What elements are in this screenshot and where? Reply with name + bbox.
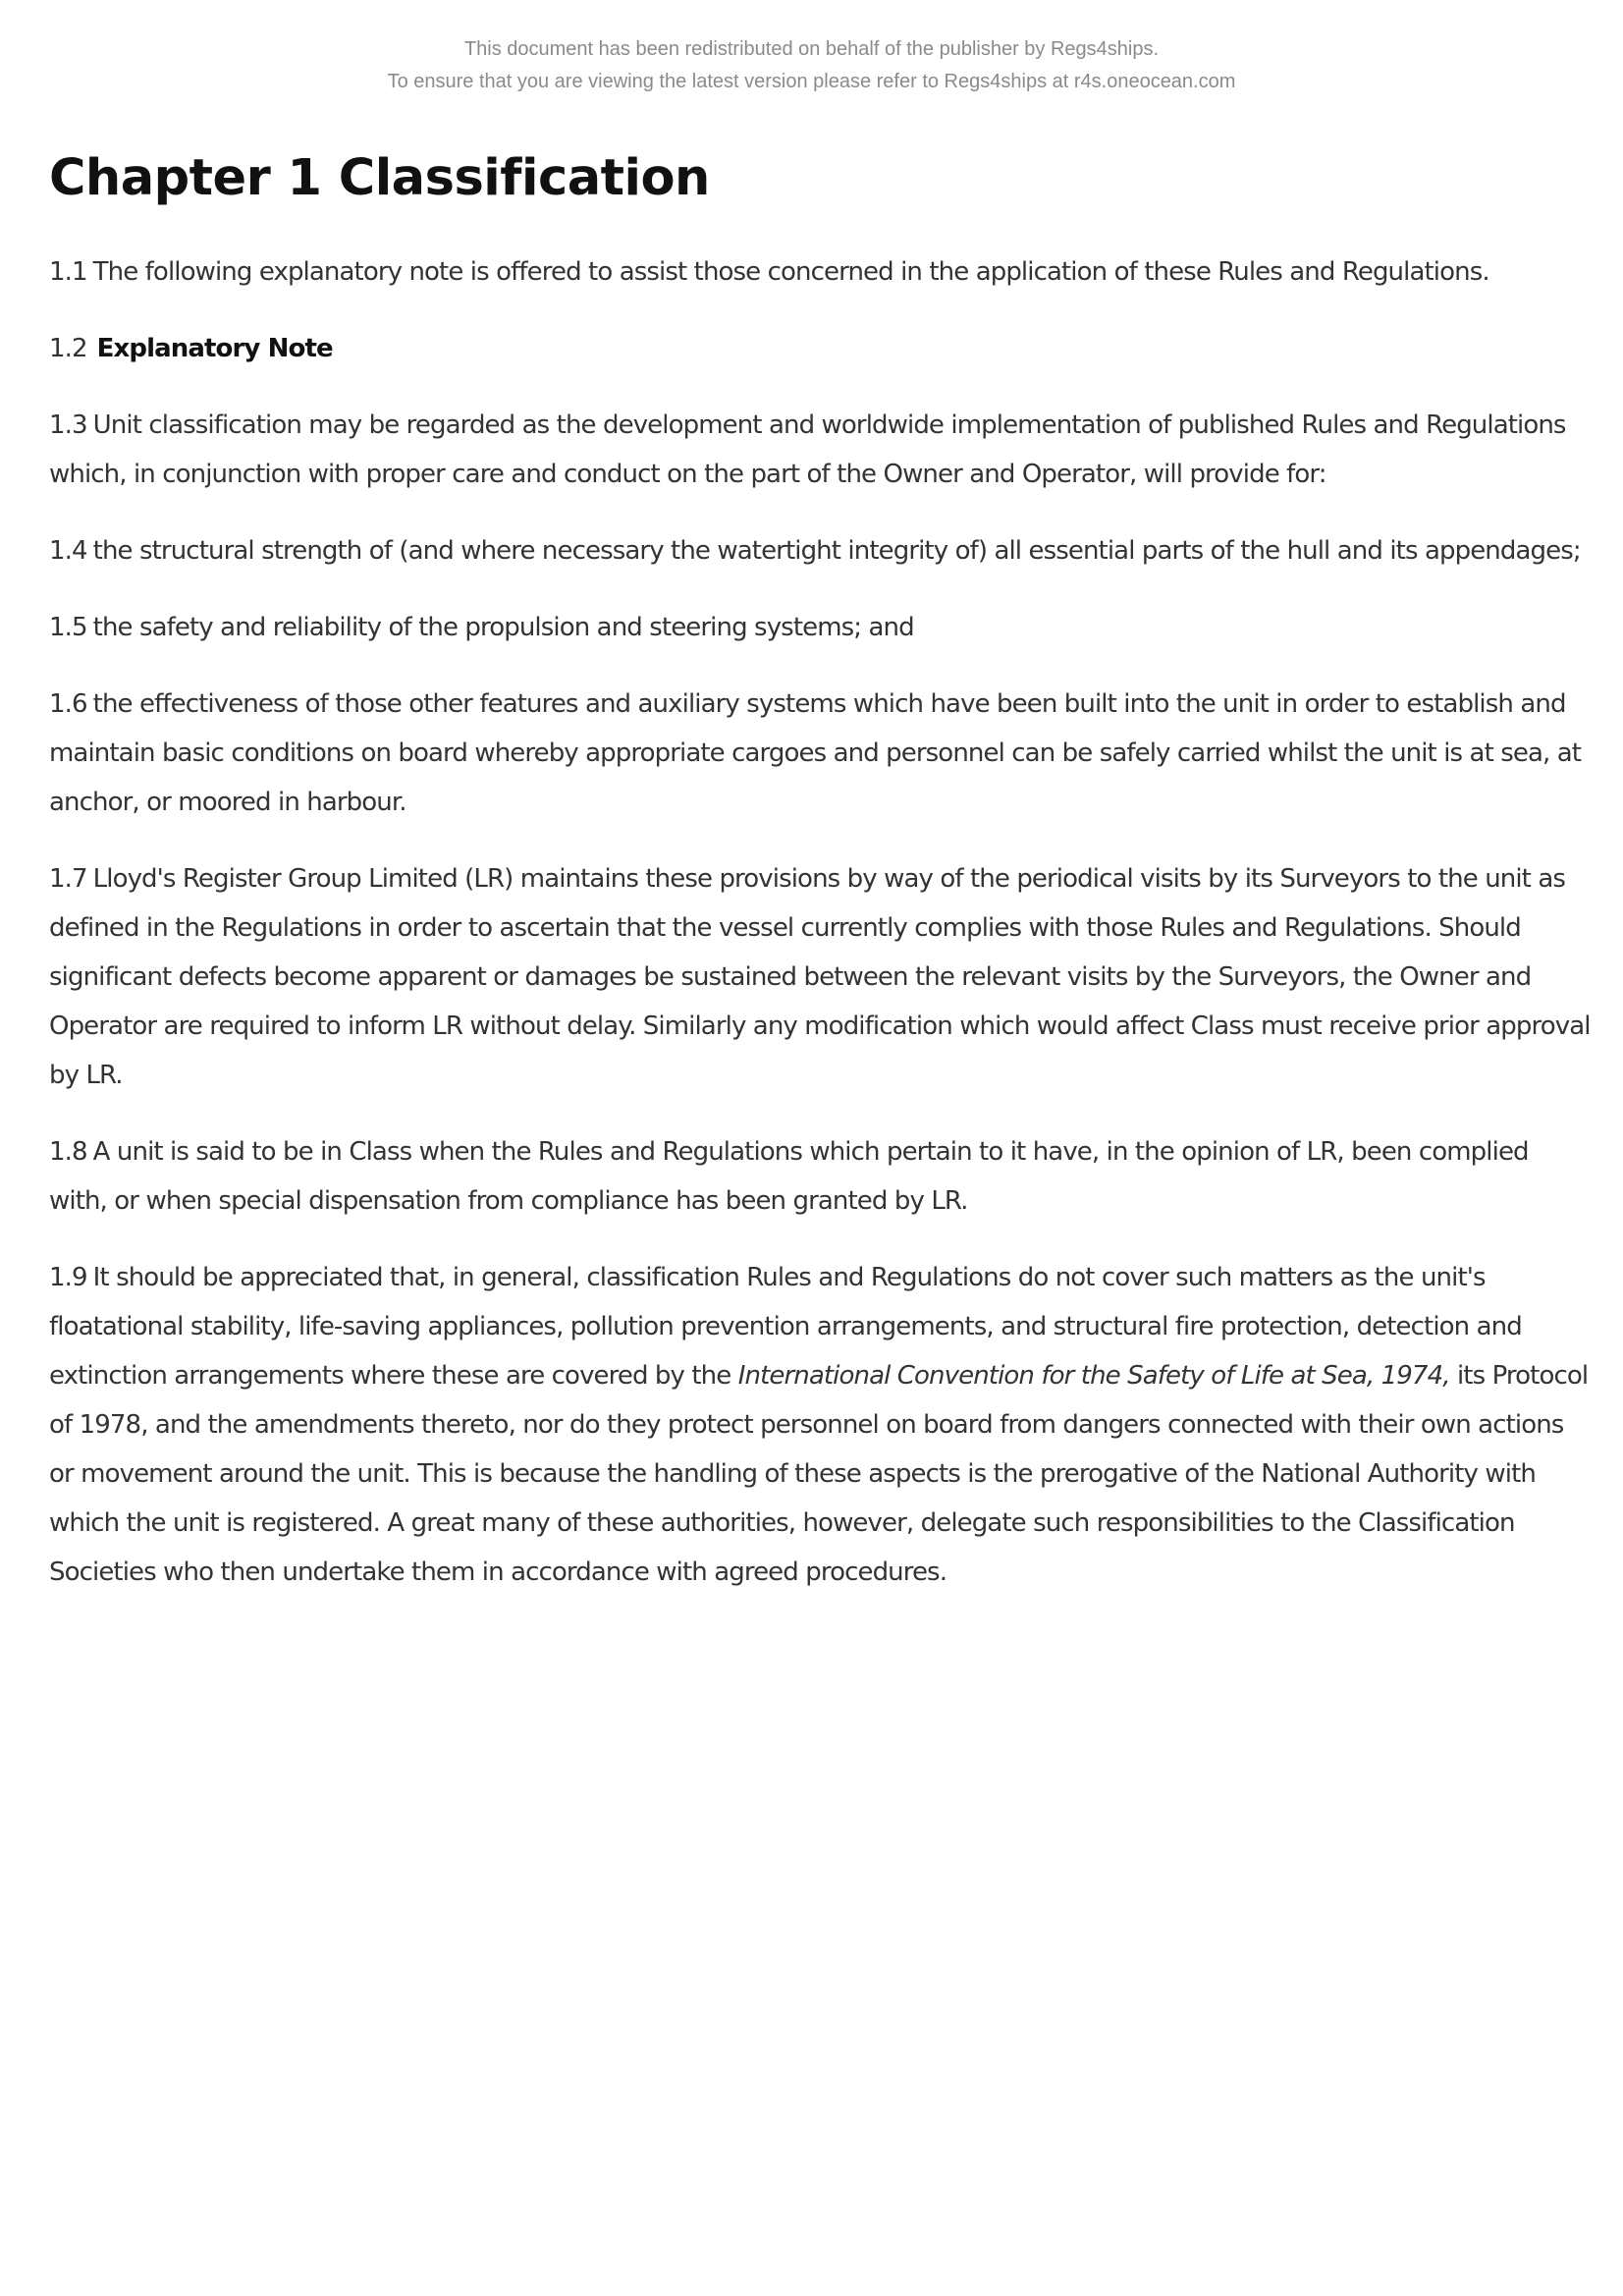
paragraph-1-3 (49, 401, 1591, 499)
section-heading: Explanatory Note (96, 334, 333, 363)
paragraph-text: the structural strength of (and where necessary the watertight integrity of) all essential parts of the hull and its appendages; (92, 536, 1581, 566)
paragraph-1-5 (49, 603, 1591, 652)
paragraph-text: the safety and reliability of the propulsion and steering systems; and (92, 613, 914, 642)
document-content (49, 147, 1591, 1624)
paragraph-number: 1.4 (49, 536, 87, 566)
paragraph-number: 1.6 (49, 689, 87, 719)
paragraph-text: The following explanatory note is offered to assist those concerned in the application of these Rules and Regulations. (92, 257, 1489, 287)
paragraph-number: 1.1 (49, 257, 87, 287)
paragraph-number: 1.3 (49, 410, 87, 440)
paragraph-text: the effectiveness of those other features and auxiliary systems which have been built into the unit in order to establish and maintain basic conditions on board whereby appropriate cargoes and personnel can be safely carried whilst the unit is at sea, at anchor, or moored in harbour. (49, 689, 1582, 817)
paragraph-text: A unit is said to be in Class when the Rules and Regulations which pertain to it have, in the opinion of LR, been complied with, or when special dispensation from compliance has been granted by LR. (49, 1137, 1529, 1216)
paragraph-1-7 (49, 854, 1591, 1100)
paragraph-1-4 (49, 526, 1591, 575)
paragraph-text-continued: its Protocol of 1978, and the amendments thereto, nor do they protect personnel on board from dangers connected with their own actions or movement around the unit. This is because the handling of these aspects is the prerogative of the National Authority with which the unit is registered. A great many of these authorities, however, delegate such responsibilities to the Classification Societies who then undertake them in accordance with agreed procedures. (49, 1361, 1589, 1587)
notice-line-2: To ensure that you are viewing the latest version please refer to Regs4ships at r4s.oneocean.com (387, 71, 1236, 92)
paragraph-number: 1.7 (49, 864, 87, 894)
chapter-title: Chapter 1 Classification (49, 149, 710, 207)
paragraph-text: Lloyd's Register Group Limited (LR) maintains these provisions by way of the periodical visits by its Surveyors to the unit as defined in the Regulations in order to ascertain that the vessel currently complies with those Rules and Regulations. Should significant defects become apparent or damages be sustained between the relevant visits by the Surveyors, the Owner and Operator are required to inform LR without delay. Similarly any modification which would affect Class must receive prior approval by LR. (49, 864, 1591, 1090)
redistribution-notice (0, 33, 1623, 98)
paragraph-number: 1.5 (49, 613, 87, 642)
paragraph-number: 1.9 (49, 1263, 87, 1292)
paragraph-1-8 (49, 1127, 1591, 1226)
paragraph-text: Unit classification may be regarded as the development and worldwide implementation of published Rules and Regulations which, in conjunction with proper care and conduct on the part of the Owner and Operator, will provide for: (49, 410, 1566, 489)
paragraph-1-1 (49, 247, 1591, 297)
paragraph-1-2 (49, 324, 1591, 373)
notice-line-1: This document has been redistributed on behalf of the publisher by Regs4ships. (463, 38, 1160, 60)
paragraph-1-9 (49, 1253, 1591, 1597)
paragraph-1-6 (49, 680, 1591, 827)
convention-title: International Convention for the Safety of Life at Sea, 1974, (737, 1361, 1450, 1391)
paragraph-number: 1.8 (49, 1137, 87, 1167)
paragraph-number: 1.2 (49, 334, 87, 363)
paragraph-text: It should be appreciated that, in general, classification Rules and Regulations do not cover such matters as the unit's floatational stability, life-saving appliances, pollution prevention arrangements, and structural fire protection, detection and extinction arrangements where these are covered by the (49, 1263, 1522, 1391)
